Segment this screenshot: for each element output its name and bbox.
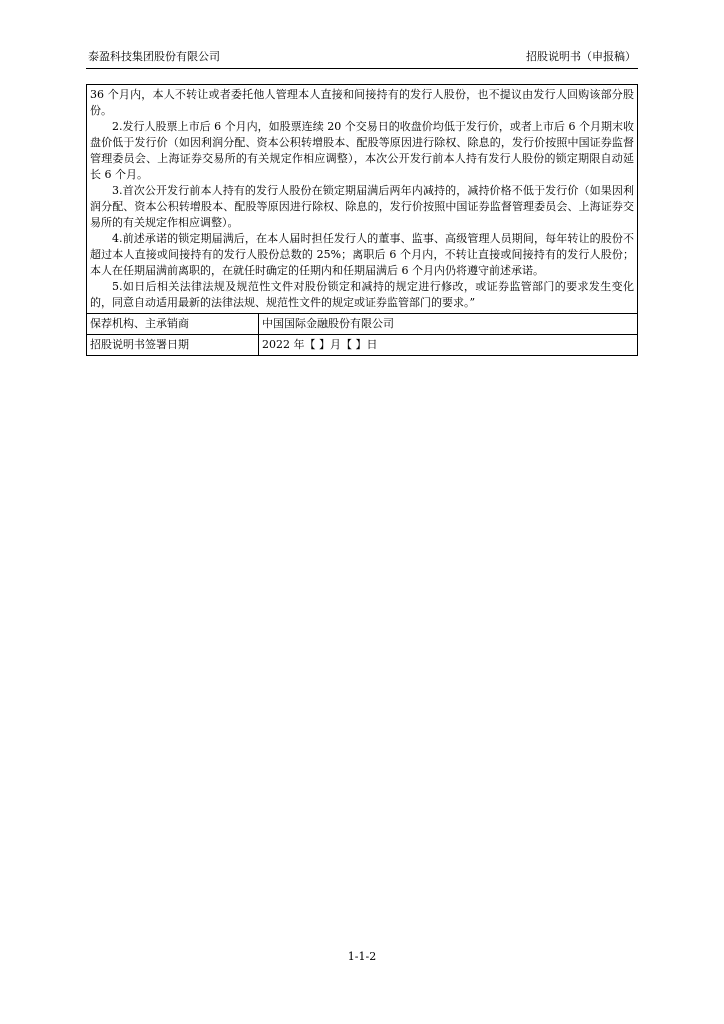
commitment-cell xyxy=(87,85,638,314)
company-name: 泰盈科技集团股份有限公司 xyxy=(88,50,220,63)
document-title: 招股说明书（申报稿） xyxy=(526,50,636,63)
table-row xyxy=(87,335,638,356)
signing-date-value: 2022 年【 】月【 】日 xyxy=(259,335,638,356)
signing-date-label: 招股说明书签署日期 xyxy=(87,335,259,356)
commitment-paragraph-2: 2.发行人股票上市后 6 个月内，如股票连续 20 个交易日的收盘价均低于发行价，或者上市后 6 个月期末收盘价低于发行价（如因利润分配、资本公积转增股本、配股等原因进行除权、除息的，发行价按照中国证券监督管理委员会、上海证券交易所的有关规定作相应调整），本次公开发行前本人持有发行人股份的锁定期限自动延长 6 个月。 xyxy=(90,120,634,181)
table-row xyxy=(87,314,638,335)
commitment-paragraph-5: 5.如日后相关法律法规及规范性文件对股份锁定和减持的规定进行修改，或证券监管部门的要求发生变化的，同意自动适用最新的法律法规、规范性文件的规定或证券监管部门的要求。” xyxy=(90,280,634,309)
commitment-paragraph-3: 3.首次公开发行前本人持有的发行人股份在锁定期届满后两年内减持的，减持价格不低于发行价（如果因利润分配、资本公积转增股本、配股等原因进行除权、除息的，发行价按照中国证券监督管理委员会、上海证券交易所的有关规定作相应调整）。 xyxy=(90,184,634,229)
commitment-paragraph-4: 4.前述承诺的锁定期届满后，在本人届时担任发行人的董事、监事、高级管理人员期间，每年转让的股份不超过本人直接或间接持有的发行人股份总数的 25%；离职后 6 个月内，不转让直接或间接持有的发行人股份；本人在任期届满前离职的，在就任时确定的任期内和任期届满后 6 个月内仍将遵守前述承诺。 xyxy=(90,232,634,277)
commitment-paragraph-1: 36 个月内，本人不转让或者委托他人管理本人直接和间接持有的发行人股份，也不提议由发行人回购该部分股份。 xyxy=(90,88,634,117)
sponsor-value: 中国国际金融股份有限公司 xyxy=(259,314,638,335)
commitment-row xyxy=(87,85,638,314)
page-number: 1-1-2 xyxy=(347,950,377,963)
info-table xyxy=(86,84,638,356)
sponsor-label: 保荐机构、主承销商 xyxy=(87,314,259,335)
header-divider xyxy=(86,68,638,69)
page-header xyxy=(86,50,638,66)
